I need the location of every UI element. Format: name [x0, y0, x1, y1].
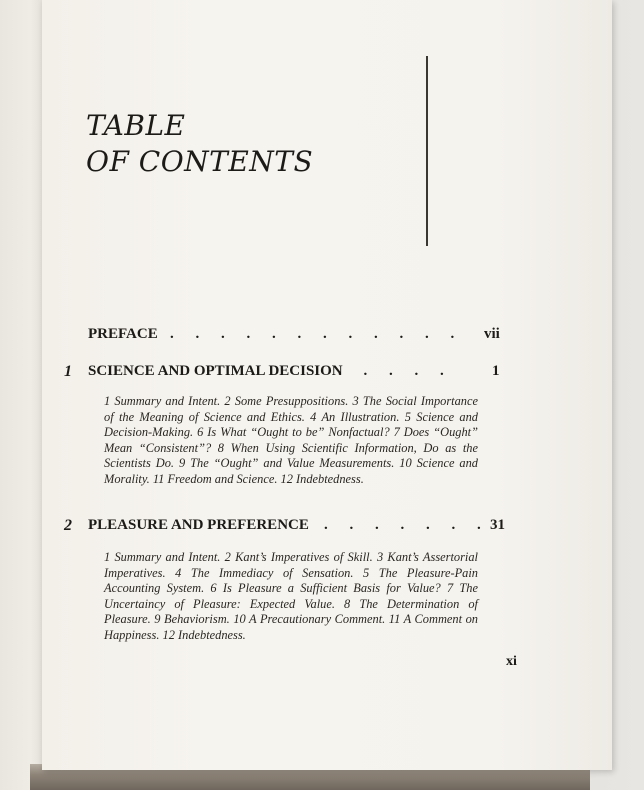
chapter-number: 2 — [64, 517, 72, 534]
entry-title: SCIENCE AND OPTIMAL DECISION — [88, 363, 343, 379]
entry-page: 1 — [492, 363, 500, 379]
leader-dots: . . . . . . . . . . . . — [170, 326, 464, 342]
underlying-page-edge — [0, 0, 44, 790]
entry-page: vii — [484, 326, 500, 342]
title-line-2: OF CONTENTS — [86, 145, 314, 178]
page-folio: xi — [506, 654, 517, 669]
leader-dots: . . . . . — [338, 363, 453, 379]
entry-title: PLEASURE AND PREFERENCE — [88, 517, 309, 533]
page-title — [86, 108, 313, 180]
book-page — [42, 0, 612, 770]
vertical-rule — [426, 56, 428, 246]
entry-title: PREFACE — [88, 326, 158, 342]
leader-dots: . . . . . . . — [324, 517, 490, 533]
chapter-number: 1 — [64, 363, 72, 380]
chapter-summary: 1 Summary and Intent. 2 Kant’s Imperatives of Skill. 3 Kant’s Assertorial Imperatives. 4 The Immediacy of Sensation. 5 The Pleasure-Pain Accounting System. 6 Is Pleasure a Sufficient Basis for Value? 7 The Uncertaincy of Pleasure: Expected Value. 8 The Determination of Pleasure. 9 Behaviorism. 10 A Precautionary Comment. 11 A Comment on Happiness. 12 Indebtedness. — [104, 550, 478, 642]
title-line-1: TABLE — [86, 109, 186, 142]
chapter-summary: 1 Summary and Intent. 2 Some Presuppositions. 3 The Social Importance of the Meaning of Science and Ethics. 4 An Illustration. 5 Science and Decision-Making. 6 Is What “Ought to be” Nonfactual? 7 Does “Ought” Mean “Consistent”? 8 When Using Scientific Information, Do as the Scientists Do. 9 The “Ought” and Value Measurements. 10 Science and Morality. 11 Freedom and Science. 12 Indebtedness. — [104, 394, 478, 486]
entry-page: 31 — [490, 517, 505, 533]
